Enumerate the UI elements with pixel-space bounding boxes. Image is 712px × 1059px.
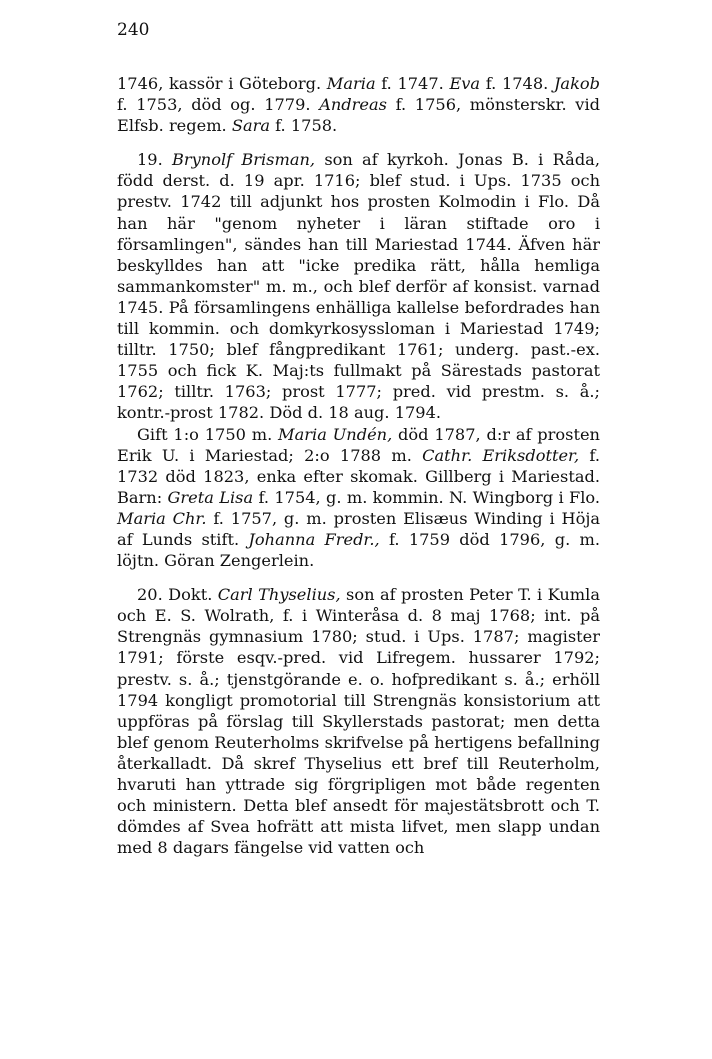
text-run: f. 1732 död 1823, enka efter skomak. Gillberg i Mariestad. Barn: (117, 445, 600, 507)
entry-19 (117, 149, 600, 423)
book-page (117, 20, 600, 858)
person-name: Sara (231, 116, 270, 136)
page-number: 240 (117, 20, 150, 40)
paragraph-continuation (117, 73, 600, 136)
person-name: Eva (449, 74, 481, 93)
text-run: 20. Dokt. (137, 585, 218, 605)
text-run: f. 1759 död 1796, g. m. löjtn. Göran Zengerlein. (117, 529, 600, 571)
person-name: Maria (326, 74, 376, 93)
text-run: son af prosten Peter T. i Kumla och E. S. Wolrath, f. i Winteråsa d. 8 maj 1768; int. på Strengnäs gymnasium 1780; stud. i Ups. 1787; magister 1791; förste esqv.-pred. vid Lifregem. hussarer 1792; prestv. s. å.; tjenstgörande e. o. hofpredikant s. å.; erhöll 1794 kongligt promotorial till Strengnäs konsistorium att uppföras på förslag till Skyllerstads pastorat; men detta blef genom Reuterholms skrifvelse på hertigens befallning återkalladt. Då skref Thyselius ett bref till Reuterholm, hvaruti han yttrade sig förgripligen mot både regenten och ministern. Detta blef ansedt för majestätsbrott och T. dömdes af Svea hofrätt att mista lifvet, men slapp undan med 8 dagars fängelse vid vatten och (117, 585, 600, 858)
entry-20 (117, 584, 600, 858)
text-run: f. 1754, g. m. kommin. N. Wingborg i Flo. (253, 487, 600, 507)
text-run: son af kyrkoh. Jonas B. i Råda, född derst. d. 19 apr. 1716; blef stud. i Ups. 1735 och prestv. 1742 till adjunkt hos prosten Kolmodin i Flo. Då han här "genom nyheter i läran stiftade oro i församlingen", sändes han till Mariestad 1744. Äfven här beskylldes han att "icke predika rätt, hålla hemliga sammankomster" m. m., och blef derför af konsist. varnad 1745. På församlingens enhälliga kallelse befordrades han till kommin. och domkyrkosyssloman i Mariestad 1749; tilltr. 1750; blef fångpredikant 1761; underg. past.-ex. 1755 och fick K. Maj:ts fullmakt på Särestads pastorat 1762; tilltr. 1763; prost 1777; pred. vid prestm. s. å.; kontr.-prost 1782. Död d. 18 aug. 1794. (117, 150, 600, 423)
person-name: Greta Lisa (167, 487, 254, 507)
text-run: f. 1748. (480, 74, 554, 93)
entry-name: Carl Thyselius, (217, 585, 341, 605)
person-name: Maria Undén, (278, 424, 393, 444)
text-run: Gift 1:o 1750 m. (137, 424, 279, 444)
person-name: Andreas (319, 95, 387, 115)
person-name: Cathr. Eriksdotter, (422, 445, 580, 465)
person-name: Johanna Fredr., (248, 529, 380, 549)
text-run: f. 1758. (270, 116, 338, 136)
person-name: Maria Chr. (117, 508, 207, 528)
entry-19-family (117, 424, 600, 572)
entry-name: Brynolf Brisman, (172, 150, 316, 170)
text-run: f. 1756, mönsterskr. vid Elfsb. regem. (117, 95, 600, 136)
text-run: f. 1753, död og. 1779. (117, 95, 320, 115)
text-run: f. 1757, g. m. prosten Elisæus Winding i Höja af Lunds stift. (117, 508, 601, 549)
text-run: 19. (137, 150, 172, 170)
text-run: f. 1747. (375, 74, 450, 93)
text-run: död 1787, d:r af prosten Erik U. i Mariestad; 2:o 1788 m. (117, 424, 600, 465)
person-name: Jakob (553, 74, 600, 93)
text-run: 1746, kassör i Göteborg. (117, 74, 327, 93)
